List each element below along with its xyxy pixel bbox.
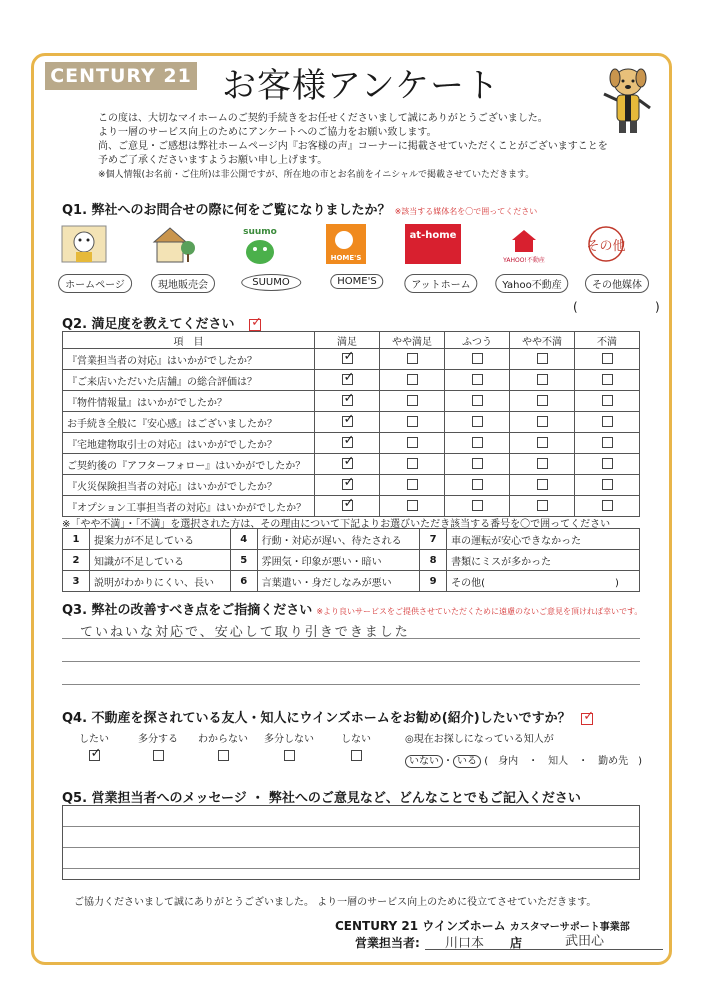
q4-title: Q4. 不動産を探されている友人・知人にウインズホームをお勧め(紹介)したいですか？ (62, 711, 571, 726)
media-yahoo[interactable] (495, 222, 569, 292)
q4-none-option[interactable]: いない (405, 755, 443, 768)
reason-number[interactable]: 3 (63, 571, 90, 592)
check-icon: ✓ (343, 412, 355, 428)
table-row (63, 391, 640, 412)
reason-text: 車の運転が安心できなかった (447, 529, 640, 550)
media-open-house[interactable] (148, 222, 218, 292)
answer-line (62, 662, 640, 685)
rating-cell (510, 391, 575, 412)
rating-checkbox[interactable] (537, 374, 548, 385)
rating-cell (380, 454, 445, 475)
column-header: 満足 (315, 332, 380, 349)
answer-line (63, 806, 639, 827)
rating-cell (315, 475, 380, 496)
rating-cell (575, 412, 640, 433)
q4-option-probably-not[interactable] (259, 730, 319, 761)
q4-option-label: 多分しない (264, 734, 314, 745)
yahoo-brand-text: YAHOO!不動産 (503, 257, 545, 264)
q4-some-option[interactable]: いる (453, 755, 481, 768)
rating-cell (510, 475, 575, 496)
check-icon: ✓ (583, 708, 595, 724)
intro-line: より一層のサービス向上のためにアンケートへのご協力をお願い致します。 (98, 127, 437, 138)
table-row (63, 370, 640, 391)
media-label: Yahoo不動産 (495, 274, 568, 293)
reason-text: 説明がわかりにくい、長い (90, 571, 231, 592)
table-row (63, 550, 640, 571)
rating-checkbox[interactable] (342, 433, 355, 449)
store-label: 店 (510, 936, 523, 950)
reason-number[interactable]: 4 (230, 529, 257, 550)
q4-option-checkbox[interactable] (89, 746, 102, 761)
media-other[interactable] (582, 222, 652, 292)
rating-checkbox[interactable] (342, 475, 355, 491)
rating-checkbox[interactable] (472, 416, 483, 427)
q4-option-probably[interactable] (128, 730, 188, 761)
homes-brand-text: HOME'S (330, 254, 362, 262)
q2-heading (62, 313, 261, 332)
company-brand: CENTURY 21 ウインズホーム (335, 919, 506, 933)
rating-checkbox[interactable] (407, 353, 418, 364)
staff-handwritten-name: 武田心 (565, 934, 605, 949)
other-paren-open: ( (573, 300, 578, 314)
rating-cell (315, 370, 380, 391)
q4-acquaintance-question (405, 730, 642, 767)
rating-cell (445, 349, 510, 370)
check-icon: ✓ (343, 349, 355, 365)
rating-checkbox[interactable] (602, 353, 613, 364)
check-icon: ✓ (343, 433, 355, 449)
check-icon: ✓ (90, 746, 102, 761)
house-icon (148, 222, 196, 266)
table-row (63, 433, 640, 454)
satisfaction-table (62, 331, 640, 517)
q4-answered-checkbox[interactable] (581, 708, 595, 725)
table-header-row (63, 332, 640, 349)
rating-checkbox[interactable] (342, 391, 355, 407)
rating-checkbox[interactable] (407, 500, 418, 511)
media-label: 現地販売会 (151, 274, 215, 293)
check-icon: ✓ (251, 314, 262, 330)
rating-cell (445, 454, 510, 475)
check-icon: ✓ (343, 496, 355, 512)
rating-cell (510, 370, 575, 391)
q5-answer-box[interactable] (62, 805, 640, 880)
rating-checkbox[interactable] (407, 479, 418, 490)
reason-number[interactable]: 7 (420, 529, 447, 550)
thanks-message: ご協力くださいまして誠にありがとうございました。 より一層のサービス向上のために役立てさせていただきます。 (74, 897, 597, 908)
q4-heading (62, 707, 593, 726)
column-header: 不満 (575, 332, 640, 349)
rating-checkbox[interactable] (342, 412, 355, 428)
answer-line (62, 639, 640, 662)
rating-cell (315, 349, 380, 370)
q4-right-title: ◎現在お探しになっている知人が (405, 734, 554, 745)
media-label: アットホーム (404, 274, 477, 293)
media-label: HOME'S (330, 274, 383, 289)
intro-text (98, 112, 608, 182)
reason-number[interactable]: 8 (420, 550, 447, 571)
rating-checkbox[interactable] (602, 416, 613, 427)
rating-checkbox[interactable] (602, 374, 613, 385)
satisfaction-item: 『宅地建物取引士の対応』はいかがでしたか？ (63, 433, 315, 454)
rating-checkbox[interactable] (342, 454, 355, 470)
table-row (63, 349, 640, 370)
rating-checkbox[interactable] (602, 479, 613, 490)
rating-cell (445, 391, 510, 412)
rating-checkbox[interactable] (602, 458, 613, 469)
store-handwritten: 川口本 (445, 936, 485, 951)
table-row (63, 496, 640, 517)
satisfaction-item: 『営業担当者の対応』はいかがでしたか？ (63, 349, 315, 370)
q2-answered-checkbox[interactable] (249, 314, 262, 331)
intro-line: 予めご了承くださいますようお願い申し上げます。 (98, 155, 328, 166)
rating-checkbox[interactable] (537, 500, 548, 511)
department-name: カスタマーサポート事業部 (509, 922, 630, 933)
table-row (63, 454, 640, 475)
rating-checkbox[interactable] (602, 500, 613, 511)
rating-cell (575, 349, 640, 370)
rating-checkbox[interactable] (537, 437, 548, 448)
rating-cell (445, 475, 510, 496)
rating-checkbox[interactable] (472, 500, 483, 511)
satisfaction-item: 『オプション工事担当者の対応』はいかがでしたか？ (63, 496, 315, 517)
page-title: お客様アンケート (222, 66, 500, 106)
q4-option-checkbox[interactable] (218, 750, 229, 761)
rating-checkbox[interactable] (407, 437, 418, 448)
rating-cell (315, 454, 380, 475)
rating-checkbox[interactable] (407, 458, 418, 469)
reason-number[interactable]: 1 (63, 529, 90, 550)
rating-checkbox[interactable] (472, 479, 483, 490)
q3-title: Q3. 弊社の改善すべき点をご指摘ください (62, 603, 313, 618)
rating-checkbox[interactable] (537, 479, 548, 490)
rating-cell (380, 349, 445, 370)
rating-cell (575, 391, 640, 412)
q4-option-label: 多分する (138, 734, 178, 745)
rating-checkbox[interactable] (472, 353, 483, 364)
media-label: SUUMO (241, 274, 301, 291)
q4-option-label: しない (341, 734, 371, 745)
reason-text: その他( ) (447, 571, 640, 592)
intro-line: 尚、ご意見・ご感想は弊社ホームページ内『お客様の声』コーナーに掲載させていただくことがございますことを (98, 141, 608, 152)
reason-table (62, 528, 640, 592)
rating-checkbox[interactable] (407, 395, 418, 406)
q4-relation-options: ( 身内 ・ 知人 ・ 勤め先 ) (484, 756, 642, 767)
rating-cell (315, 412, 380, 433)
rating-checkbox[interactable] (537, 395, 548, 406)
rating-cell (510, 433, 575, 454)
q3-handwritten-answer: ていねいな対応で、安心して取り引きできました (80, 625, 410, 640)
q4-option-yes[interactable] (64, 730, 124, 761)
rating-cell (575, 433, 640, 454)
answer-line (63, 827, 639, 848)
rating-checkbox[interactable] (602, 437, 613, 448)
q4-option-label: したい (79, 734, 109, 745)
rating-checkbox[interactable] (472, 458, 483, 469)
q4-option-label: わからない (198, 734, 248, 745)
rating-checkbox[interactable] (472, 395, 483, 406)
column-header: 項 目 (63, 332, 315, 349)
reason-note: ※「やや不満」・「不満」を選択された方は、その理由について下記よりお選びいただき該当する番号を〇で囲ってください (62, 519, 611, 530)
rating-checkbox[interactable] (602, 395, 613, 406)
media-label: ホームページ (58, 274, 132, 293)
reason-text: 知識が不足している (90, 550, 231, 571)
check-icon: ✓ (343, 454, 355, 470)
rating-checkbox[interactable] (537, 458, 548, 469)
other-media-brand-text: その他 (586, 239, 626, 254)
media-suumo[interactable] (236, 222, 306, 292)
rating-cell (380, 412, 445, 433)
q4-option-no[interactable] (326, 730, 386, 761)
rating-checkbox[interactable] (472, 437, 483, 448)
table-row (63, 571, 640, 592)
century21-logo: CENTURY 21 (45, 62, 197, 90)
reason-number[interactable]: 9 (420, 571, 447, 592)
q1-heading (62, 199, 537, 218)
satisfaction-item: ご契約後の『アフターフォロー』はいかがでしたか？ (63, 454, 315, 475)
rating-cell (575, 454, 640, 475)
column-header: やや満足 (380, 332, 445, 349)
reason-number[interactable]: 6 (230, 571, 257, 592)
suumo-brand-text: suumo (243, 227, 277, 237)
satisfaction-item: 『物件情報量』はいかがでしたか？ (63, 391, 315, 412)
reason-text: 雰囲気・印象が悪い・暗い (257, 550, 419, 571)
answer-line (63, 848, 639, 869)
yahoo-icon (495, 222, 553, 266)
media-homes[interactable] (322, 222, 392, 292)
q3-note: ※より良いサービスをご提供させていただくために遠慮のないご意見を頂ければ幸いです。 (316, 607, 643, 616)
reason-text: 行動・対応が遅い、待たされる (257, 529, 419, 550)
suumo-icon (236, 222, 284, 266)
table-row (63, 475, 640, 496)
reason-number[interactable]: 2 (63, 550, 90, 571)
q1-title: Q1. 弊社へのお問合せの際に何をご覧になりましたか？ (62, 203, 391, 218)
rating-cell (445, 433, 510, 454)
rating-cell (510, 412, 575, 433)
rating-cell (510, 349, 575, 370)
rating-cell (315, 391, 380, 412)
rating-cell (380, 433, 445, 454)
q4-option-checkbox[interactable] (351, 750, 362, 761)
reason-number[interactable]: 5 (230, 550, 257, 571)
q5-heading: Q5. 営業担当者へのメッセージ ・ 弊社へのご意見など、どんなことでもご記入ください (62, 791, 581, 806)
reason-text: 書類にミスが多かった (447, 550, 640, 571)
column-header: ふつう (445, 332, 510, 349)
check-icon: ✓ (343, 391, 355, 407)
rating-checkbox[interactable] (342, 349, 355, 365)
column-header: やや不満 (510, 332, 575, 349)
rating-cell (510, 496, 575, 517)
intro-privacy-note: ※個人情報(お名前・ご住所)は非公開ですが、所在地の市とお名前をイニシャルで掲載させていただきます。 (98, 170, 535, 180)
q1-note: ※該当する媒体名を〇で囲ってください (394, 207, 538, 216)
rating-cell (380, 475, 445, 496)
q4-option-checkbox[interactable] (284, 750, 295, 761)
athome-brand-text: at-home (409, 230, 457, 241)
other-media-icon (582, 222, 630, 266)
table-row (63, 529, 640, 550)
q4-acquaintance-options (405, 752, 642, 767)
rating-cell (380, 496, 445, 517)
intro-line: この度は、大切なマイホームのご契約手続きをお任せくださいまして誠にありがとうございました。 (98, 113, 548, 124)
rating-cell (380, 370, 445, 391)
rating-cell (445, 412, 510, 433)
reason-text: 言葉遣い・身だしなみが悪い (257, 571, 419, 592)
q4-option-checkbox[interactable] (153, 750, 164, 761)
media-label: その他媒体 (585, 274, 649, 293)
rating-checkbox[interactable] (407, 374, 418, 385)
rating-checkbox[interactable] (537, 416, 548, 427)
athome-icon (404, 222, 462, 266)
reason-text: 提案力が不足している (90, 529, 231, 550)
rating-cell (315, 496, 380, 517)
staff-label: 営業担当者: (355, 936, 420, 950)
homepage-icon (60, 222, 108, 266)
satisfaction-item: お手続き全般に『安心感』はございましたか？ (63, 412, 315, 433)
rating-cell (575, 475, 640, 496)
table-row (63, 412, 640, 433)
rating-checkbox[interactable] (537, 353, 548, 364)
rating-cell (380, 391, 445, 412)
homes-icon (322, 222, 370, 266)
rating-checkbox[interactable] (472, 374, 483, 385)
rating-cell (575, 370, 640, 391)
satisfaction-item: 『ご来店いただいた店舗』の総合評価は？ (63, 370, 315, 391)
q2-title: Q2. 満足度を教えてください (62, 317, 235, 332)
rating-checkbox[interactable] (407, 416, 418, 427)
rating-cell (510, 454, 575, 475)
rating-cell (575, 496, 640, 517)
check-icon: ✓ (343, 370, 355, 386)
satisfaction-item: 『火災保険担当者の対応』はいかがでしたか？ (63, 475, 315, 496)
rating-checkbox[interactable] (342, 370, 355, 386)
rating-checkbox[interactable] (342, 496, 355, 512)
q4-separator: ・ (443, 756, 453, 767)
check-icon: ✓ (343, 475, 355, 491)
media-athome[interactable] (404, 222, 478, 292)
other-paren-close: ) (655, 300, 660, 314)
media-homepage[interactable] (60, 222, 130, 292)
rating-cell (315, 433, 380, 454)
rating-cell (445, 496, 510, 517)
q4-option-unsure[interactable] (193, 730, 253, 761)
rating-cell (445, 370, 510, 391)
